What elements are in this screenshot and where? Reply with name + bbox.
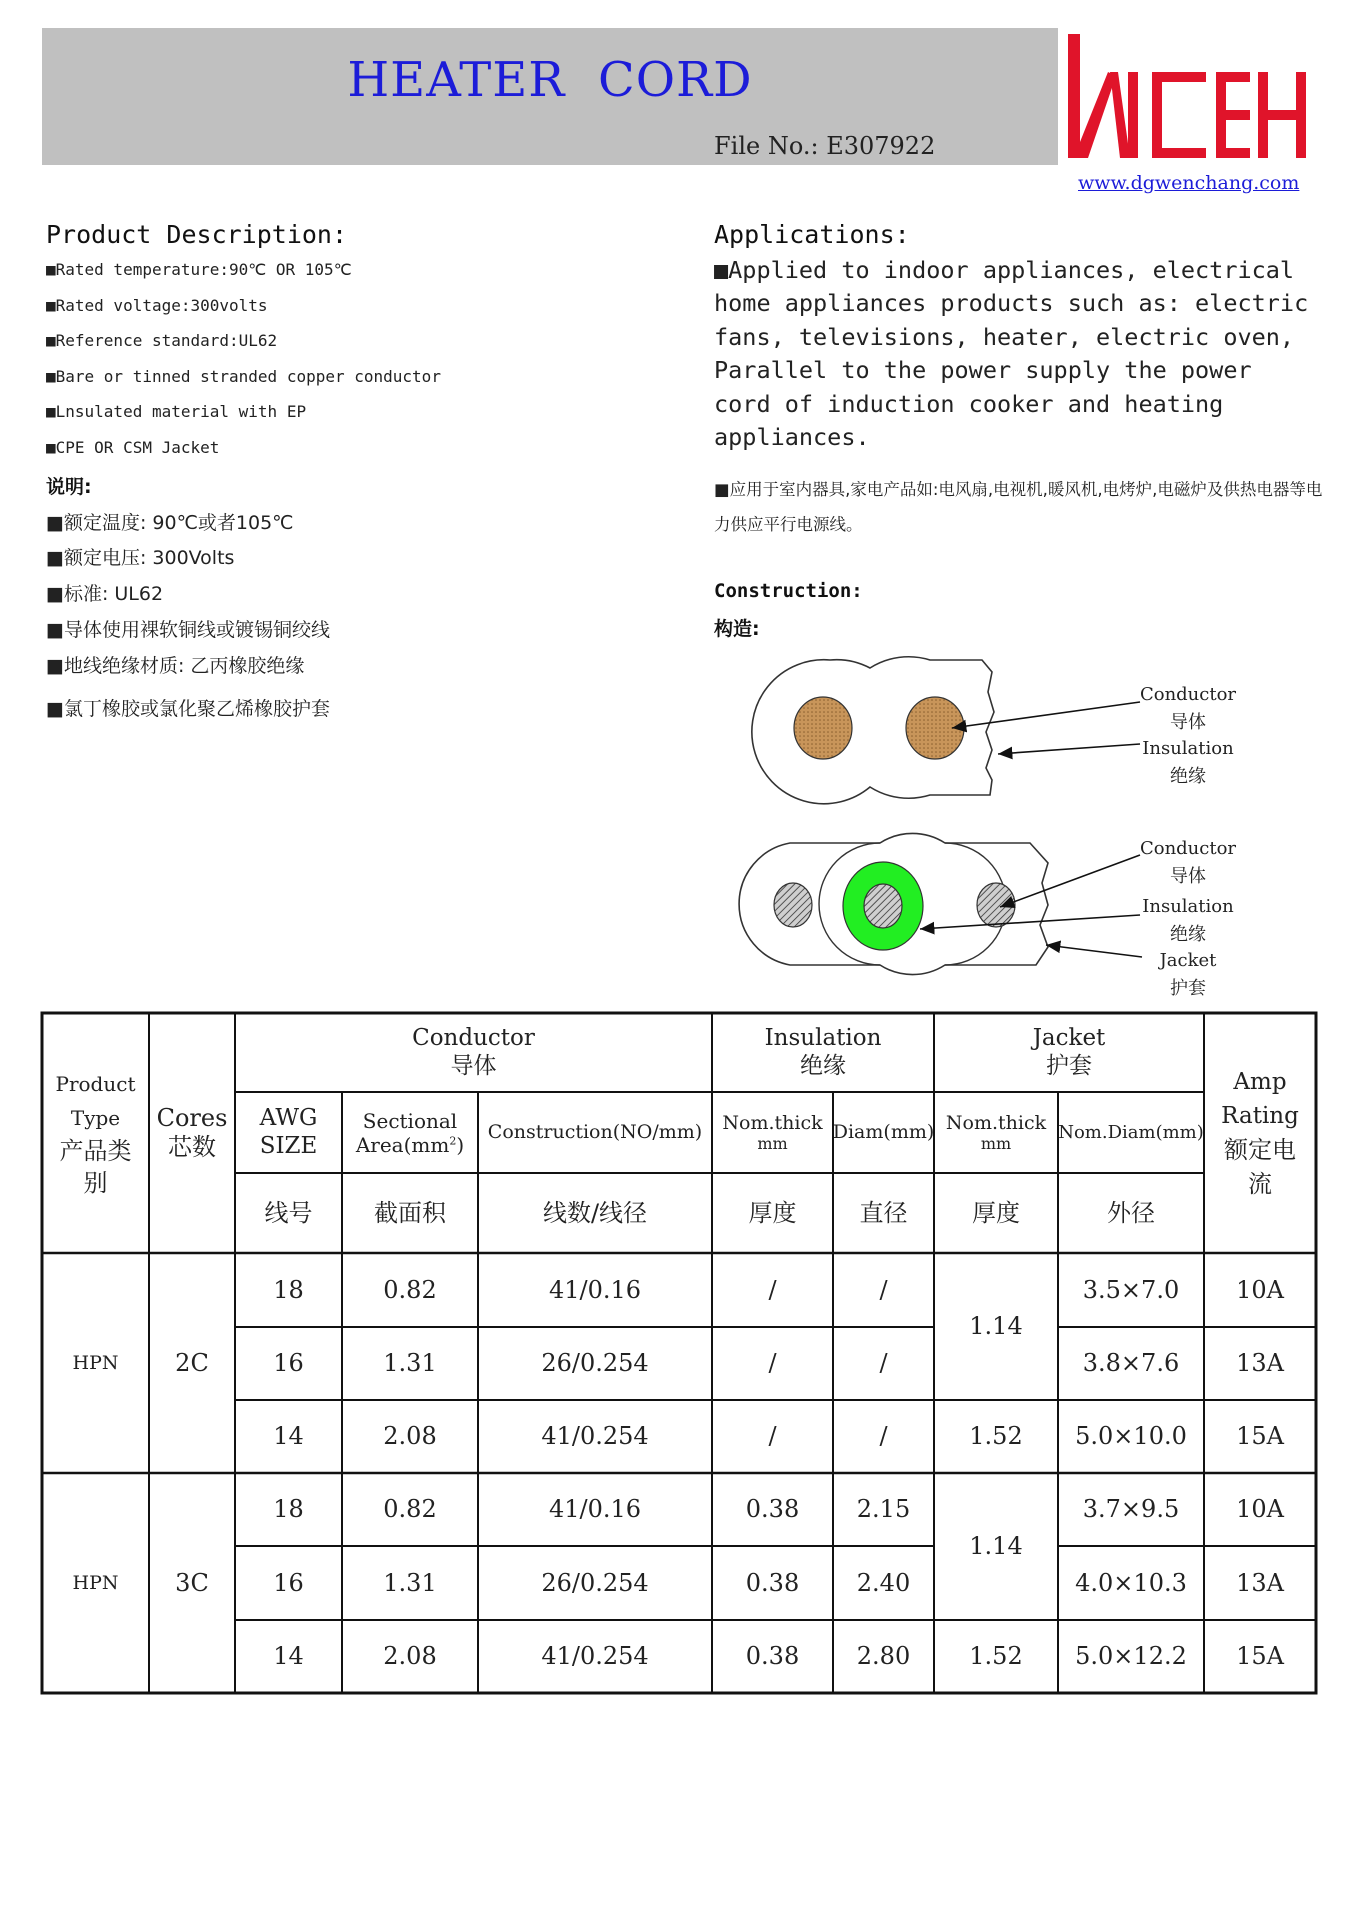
table-cell-ins-thick: /: [768, 1275, 777, 1304]
group1-type: HPN: [72, 1351, 119, 1374]
applications-cn-text: ■应用于室内器具,家电产品如:电风扇,电视机,暖风机,电烤炉,电磁炉及供热电器等电力供应平行电源线。: [714, 480, 1323, 534]
conductor-neutral: [977, 883, 1015, 927]
table-cell-construction: 41/0.16: [548, 1495, 642, 1524]
table-cell-jk-diam: 5.0×12.2: [1075, 1642, 1187, 1671]
diagram1-insulation-cn-label: 绝缘: [1170, 766, 1206, 787]
table-cell-awg: 16: [273, 1349, 304, 1378]
table-cell-amp: 10A: [1236, 1275, 1284, 1304]
header-product-type: Product Type 产品类别: [55, 1072, 136, 1197]
table-cell-area: 1.31: [383, 1568, 437, 1597]
construction-heading: Construction:: [714, 580, 863, 602]
applications-text: ■Applied to indoor appliances, electrical home appliances products such as: electric fans, televisions, heater, electric oven, Parallel to the power supply the power cord of induction cooker and heating appliances.: [714, 256, 1309, 452]
table-cell-area: 0.82: [383, 1495, 437, 1524]
conductor-ground: [864, 884, 902, 928]
table-cell-jk-thick: 1.52: [969, 1422, 1023, 1451]
table-cell-area: 1.31: [383, 1349, 437, 1378]
description-item: ■Reference standard:UL62: [46, 331, 278, 350]
table-cell-awg: 14: [273, 1422, 304, 1451]
description-cn-item: ■额定温度: 90℃或者105℃: [46, 512, 294, 534]
group2-jacket-thick: 1.14: [969, 1532, 1023, 1561]
three-core-cable: [739, 833, 1142, 974]
description-item: ■Rated temperature:90℃ OR 105℃: [46, 260, 352, 279]
table-cell-construction: 41/0.16: [548, 1275, 642, 1304]
insulation-pointer: [998, 744, 1140, 754]
construction-cn-heading: 构造:: [714, 618, 760, 640]
diagram2-conductor-cn-label: 导体: [1170, 866, 1206, 887]
header-jk-thick: Nom.thick mm: [945, 1111, 1047, 1154]
header-conductor: Conductor 导体: [412, 1024, 535, 1079]
table-cell-awg: 18: [273, 1495, 304, 1524]
table-cell-awg: 16: [273, 1568, 304, 1597]
header-cn-jk-thick: 厚度: [972, 1198, 1020, 1227]
diagram1-conductor-cn-label: 导体: [1170, 712, 1206, 733]
table-cell-ins-diam: /: [879, 1349, 888, 1378]
description-item: ■Lnsulated material with EP: [46, 402, 307, 421]
table-cell-area: 2.08: [383, 1422, 437, 1451]
table-cell-area: 0.82: [383, 1275, 437, 1304]
description-cn-item: ■导体使用裸软铜线或镀锡铜绞线: [46, 619, 330, 641]
header-ins-diam: Diam(mm): [832, 1121, 935, 1144]
header-cn-ins-thick: 厚度: [748, 1198, 797, 1227]
table-cell-ins-diam: /: [879, 1275, 888, 1304]
file-number: File No.: E307922: [714, 132, 936, 160]
header-cn-ins-diam: 直径: [859, 1198, 908, 1227]
description-cn-item: ■地线绝缘材质: 乙丙橡胶绝缘: [46, 655, 305, 677]
header-jk-diam: Nom.Diam(mm): [1058, 1121, 1204, 1143]
description-cn-heading: 说明:: [46, 476, 92, 498]
header-ins-thick: Nom.thick mm: [722, 1111, 823, 1154]
header-awg-size: AWG SIZE: [259, 1104, 318, 1159]
table-cell-ins-diam: 2.15: [856, 1495, 911, 1524]
group1-cores: 2C: [175, 1348, 209, 1377]
description-cn-item: ■额定电压: 300Volts: [46, 547, 235, 569]
header-insulation: Insulation 绝缘: [764, 1024, 882, 1079]
header-construction: Construction(NO/mm): [487, 1121, 703, 1144]
diagram2-conductor-label: Conductor: [1139, 838, 1237, 859]
table-cell-awg: 14: [273, 1642, 304, 1671]
table-cell-jk-diam: 4.0×10.3: [1075, 1568, 1187, 1597]
table-cell-ins-thick: /: [768, 1349, 777, 1378]
group2-cores: 3C: [175, 1568, 209, 1597]
group1-jacket-thick: 1.14: [969, 1312, 1023, 1341]
diagram2-insulation-label: Insulation: [1142, 896, 1234, 917]
description-cn-item: ■氯丁橡胶或氯化聚乙烯橡胶护套: [46, 698, 330, 720]
diagram2-insulation-cn-label: 绝缘: [1170, 924, 1206, 945]
table-cell-amp: 10A: [1236, 1495, 1284, 1524]
table-cell-construction: 26/0.254: [541, 1349, 649, 1378]
header-cn-jk-diam: 外径: [1107, 1198, 1155, 1227]
diagram2-jacket-cn-label: 护套: [1170, 978, 1206, 999]
table-cell-ins-diam: 2.40: [856, 1568, 911, 1597]
table-cell-jk-diam: 5.0×10.0: [1075, 1422, 1187, 1451]
header-cn-area: 截面积: [374, 1198, 446, 1227]
jacket-pointer: [1046, 945, 1142, 957]
table-cell-ins-thick: /: [768, 1422, 777, 1451]
table-cell-amp: 13A: [1236, 1568, 1284, 1597]
table-cell-ins-diam: /: [879, 1422, 888, 1451]
header-sectional-area: Sectional $Area(mm^2)$: [355, 1108, 465, 1157]
table-cell-awg: 18: [273, 1275, 304, 1304]
group2-type: HPN: [72, 1571, 119, 1594]
table-cell-jk-diam: 3.5×7.0: [1082, 1275, 1180, 1304]
table-cell-area: 2.08: [383, 1642, 437, 1671]
conductor-left: [794, 697, 852, 759]
table-cell-jk-thick: 1.52: [969, 1642, 1023, 1671]
table-cell-jk-diam: 3.7×9.5: [1082, 1495, 1180, 1524]
conductor-line: [774, 883, 812, 927]
table-cell-ins-thick: 0.38: [745, 1642, 800, 1671]
table-cell-amp: 13A: [1236, 1349, 1284, 1378]
table-cell-construction: 41/0.254: [541, 1642, 649, 1671]
table-cell-ins-thick: 0.38: [745, 1495, 800, 1524]
header-cn-awg: 线号: [264, 1198, 313, 1227]
header-amp-rating: Amp Rating 额定电流: [1221, 1069, 1299, 1198]
diagram2-jacket-label: Jacket: [1159, 950, 1217, 971]
description-item: ■Rated voltage:300volts: [46, 296, 268, 315]
website-link[interactable]: www.dgwenchang.com: [1078, 172, 1300, 194]
description-item: ■CPE OR CSM Jacket: [46, 438, 220, 457]
description-cn-item: ■标准: UL62: [46, 583, 164, 605]
description-item: ■Bare or tinned stranded copper conductor: [46, 367, 441, 386]
table-cell-jk-diam: 3.8×7.6: [1082, 1349, 1180, 1378]
applications-heading: Applications:: [714, 220, 910, 249]
header-cn-construction: 线数/线径: [542, 1198, 648, 1227]
table-cell-ins-diam: 2.80: [856, 1642, 911, 1671]
table-cell-construction: 26/0.254: [541, 1568, 649, 1597]
diagram1-conductor-label: Conductor: [1139, 684, 1237, 705]
table-cell-ins-thick: 0.38: [745, 1568, 800, 1597]
table-cell-amp: 15A: [1236, 1422, 1284, 1451]
table-cell-amp: 15A: [1236, 1642, 1284, 1671]
document-title: HEATER CORD: [347, 52, 753, 108]
header-cores: Cores 芯数: [156, 1104, 228, 1161]
two-core-cable: [752, 657, 1140, 804]
wch-logo: [1066, 32, 1320, 164]
diagram1-insulation-label: Insulation: [1142, 738, 1234, 759]
table-cell-construction: 41/0.254: [541, 1422, 649, 1451]
description-heading: Product Description:: [46, 220, 348, 249]
header-jacket: Jacket 护套: [1032, 1024, 1106, 1079]
